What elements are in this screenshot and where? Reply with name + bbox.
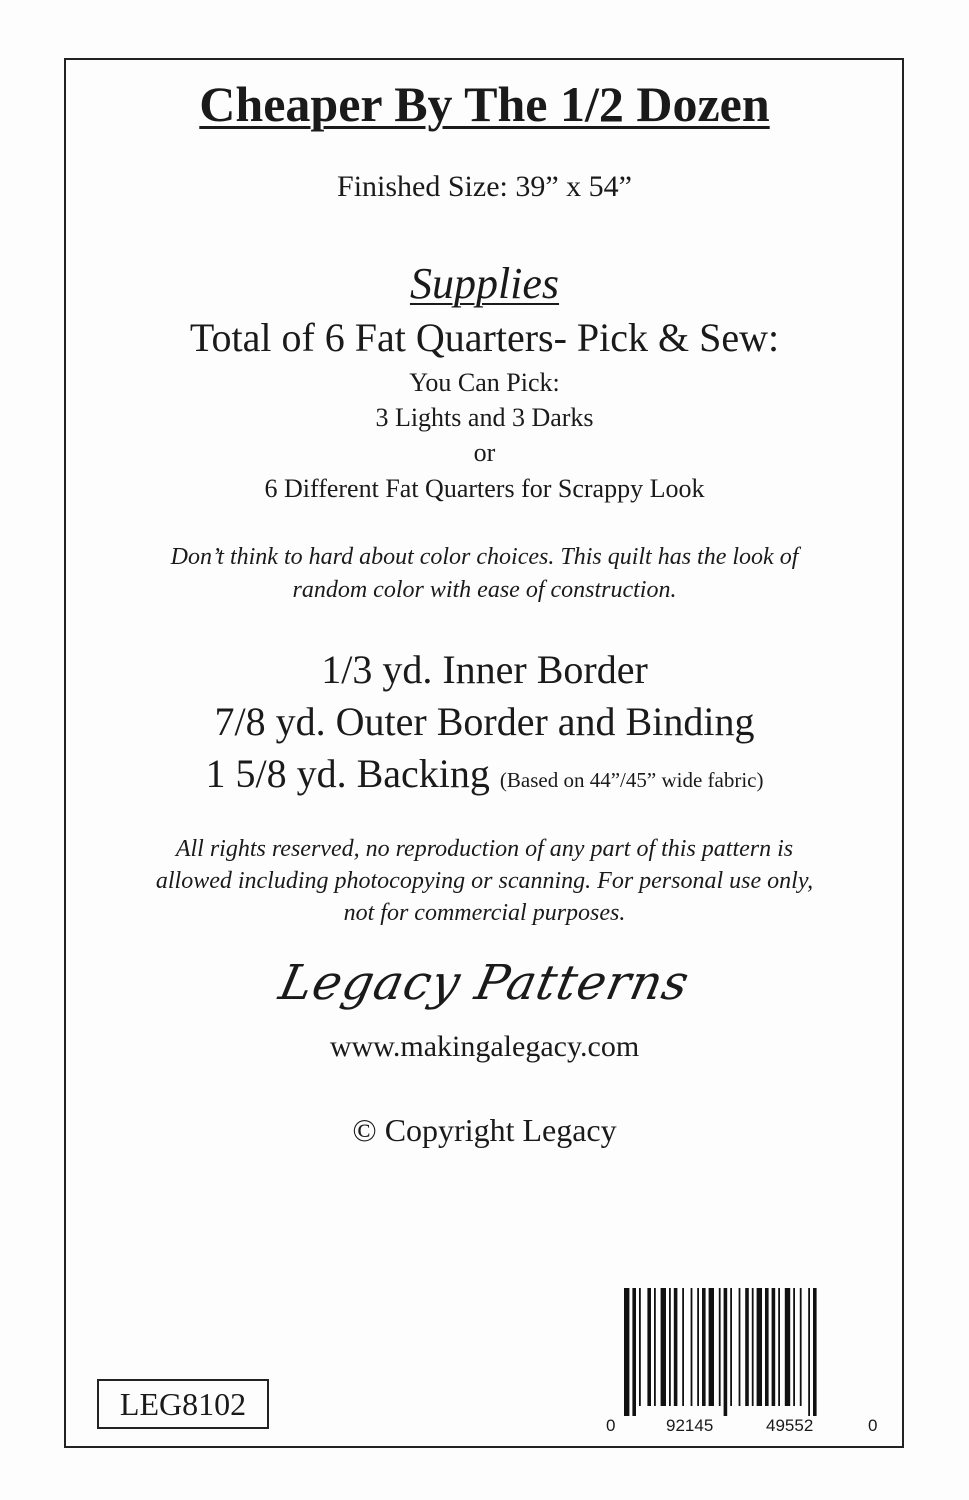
barcode-bar — [785, 1288, 790, 1406]
yardage-line — [0, 646, 969, 693]
supplies-heading: Supplies — [409, 259, 560, 308]
barcode-bar — [691, 1288, 693, 1406]
yardage-text: 1/3 yd. Inner Border — [321, 647, 648, 692]
barcode-bar — [772, 1288, 776, 1406]
barcode-bars — [596, 1288, 886, 1416]
rights-line: All rights reserved, no reproduction of any part of this pattern is — [175, 836, 794, 862]
yardage-line — [0, 698, 969, 745]
barcode-bar — [624, 1288, 629, 1416]
barcode-bar — [674, 1288, 678, 1406]
barcode-bar — [654, 1288, 656, 1406]
barcode-bar — [719, 1288, 721, 1406]
barcode-bar — [765, 1288, 769, 1406]
barcode-bar — [739, 1288, 741, 1406]
pick-line: You Can Pick: — [409, 368, 560, 397]
brand-logo: Legacy Patterns — [274, 955, 695, 1011]
barcode-digit: 0 — [606, 1416, 616, 1435]
barcode-bar — [757, 1288, 762, 1406]
barcode — [596, 1288, 886, 1443]
barcode-bar — [813, 1288, 817, 1416]
pick-line: 6 Different Fat Quarters for Scrappy Look — [264, 474, 705, 503]
barcode-bar — [745, 1288, 749, 1406]
color-note-line: random color with ease of construction. — [292, 577, 677, 603]
barcode-bar — [752, 1288, 754, 1406]
barcode-bar — [669, 1288, 671, 1406]
yardage-line — [0, 750, 969, 797]
barcode-digit: 92145 — [666, 1416, 714, 1435]
pick-line: 3 Lights and 3 Darks — [375, 403, 594, 432]
barcode-bar — [647, 1288, 651, 1406]
yardage-text: 1 5/8 yd. Backing — [205, 751, 490, 796]
barcode-bar — [808, 1288, 810, 1416]
barcode-bar — [697, 1288, 699, 1406]
barcode-bar — [702, 1288, 706, 1406]
pick-line: or — [473, 438, 496, 467]
barcode-bar — [682, 1288, 684, 1406]
barcode-digit: 49552 — [766, 1416, 814, 1435]
barcode-bar — [661, 1288, 666, 1406]
supplies-total: Total of 6 Fat Quarters- Pick & Sew: — [189, 315, 780, 360]
barcode-bar — [709, 1288, 714, 1406]
barcode-bar — [730, 1288, 732, 1406]
barcode-bar — [800, 1288, 802, 1406]
barcode-digit: 0 — [868, 1416, 878, 1435]
barcode-bar — [639, 1288, 641, 1406]
barcode-bar — [724, 1288, 728, 1416]
yardage-note: (Based on 44”/45” wide fabric) — [499, 768, 764, 792]
pattern-title: Cheaper By The 1/2 Dozen — [199, 76, 770, 132]
color-note-line: Don’t think to hard about color choices. This quilt has the look of — [170, 544, 799, 570]
barcode-bar — [778, 1288, 780, 1406]
finished-size: Finished Size: 39” x 54” — [337, 170, 632, 203]
rights-line: not for commercial purposes. — [343, 900, 626, 926]
yardage-text: 7/8 yd. Outer Border and Binding — [214, 699, 755, 744]
copyright-notice: © Copyright Legacy — [352, 1112, 617, 1148]
barcode-bar — [632, 1288, 636, 1416]
rights-line: allowed including photocopying or scanning. For personal use only, — [155, 868, 814, 894]
sku-label: LEG8102 — [97, 1379, 269, 1429]
barcode-bar — [793, 1288, 795, 1406]
website-link[interactable]: www.makingalegacy.com — [329, 1030, 640, 1063]
